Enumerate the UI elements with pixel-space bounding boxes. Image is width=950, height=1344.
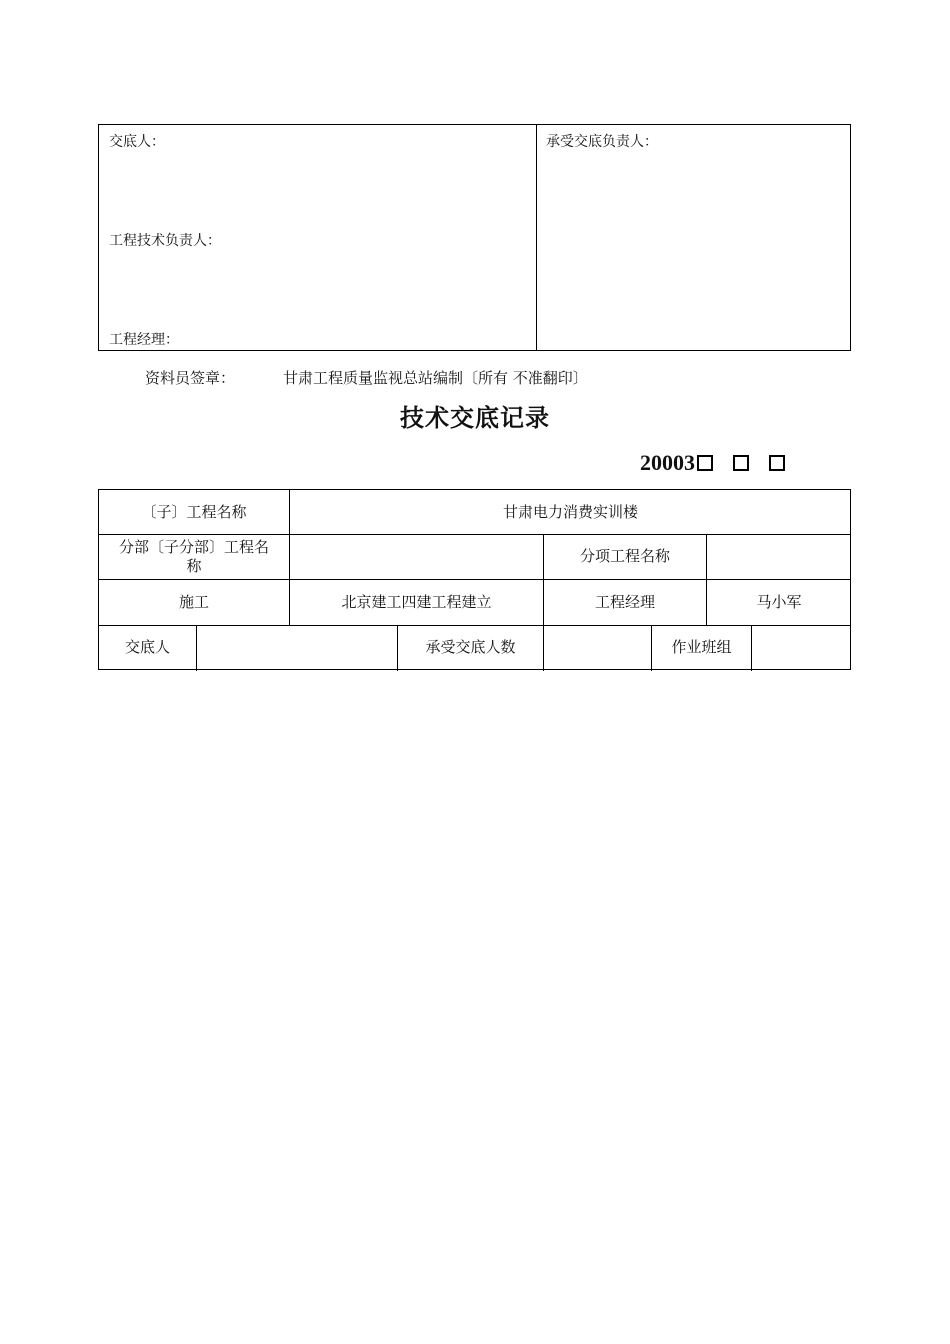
manager-value[interactable]: 马小军	[756, 592, 802, 611]
division-value[interactable]	[290, 534, 543, 579]
issuer-note: 甘肃工程质量监视总站编制〔所有 不准翻印〕	[283, 369, 588, 387]
discloser-label: 交底人	[124, 638, 170, 656]
recipients-count-value[interactable]	[544, 625, 651, 670]
discloser-value[interactable]	[197, 625, 397, 670]
project-manager-label: 工程经理：	[109, 332, 179, 348]
info-table	[98, 489, 851, 670]
clerk-seal-label: 资料员签章：	[145, 369, 236, 387]
item-name-value[interactable]	[707, 534, 851, 579]
signature-divider	[536, 125, 537, 350]
code-box-1[interactable]	[697, 455, 713, 471]
item-name-label: 分项工程名称	[579, 547, 670, 565]
project-name-label: 〔子〕工程名称	[141, 502, 247, 521]
code-box-3[interactable]	[769, 455, 785, 471]
division-label	[99, 534, 289, 579]
disclosed-by-label: 交底人：	[109, 134, 165, 150]
page-title: 技术交底记录	[400, 403, 550, 432]
record-code-number: 20003	[640, 450, 695, 475]
work-team-value[interactable]	[752, 625, 851, 670]
signature-table	[98, 124, 851, 351]
construction-value[interactable]: 北京建工四建工程建立	[341, 592, 492, 611]
tech-lead-label: 工程技术负责人：	[109, 233, 221, 249]
division-label-line1: 分部〔子分部〕工程名	[118, 537, 269, 556]
record-code	[640, 450, 785, 476]
recipient-lead-label: 承受交底负责人：	[546, 134, 658, 150]
work-team-label: 作业班组	[671, 638, 732, 656]
recipients-count-label: 承受交底人数	[425, 638, 516, 656]
project-name-value[interactable]: 甘肃电力消费实训楼	[502, 502, 638, 521]
manager-label: 工程经理	[594, 592, 655, 611]
construction-label: 施工	[178, 592, 209, 611]
division-label-line2: 称	[186, 556, 202, 575]
code-box-2[interactable]	[733, 455, 749, 471]
